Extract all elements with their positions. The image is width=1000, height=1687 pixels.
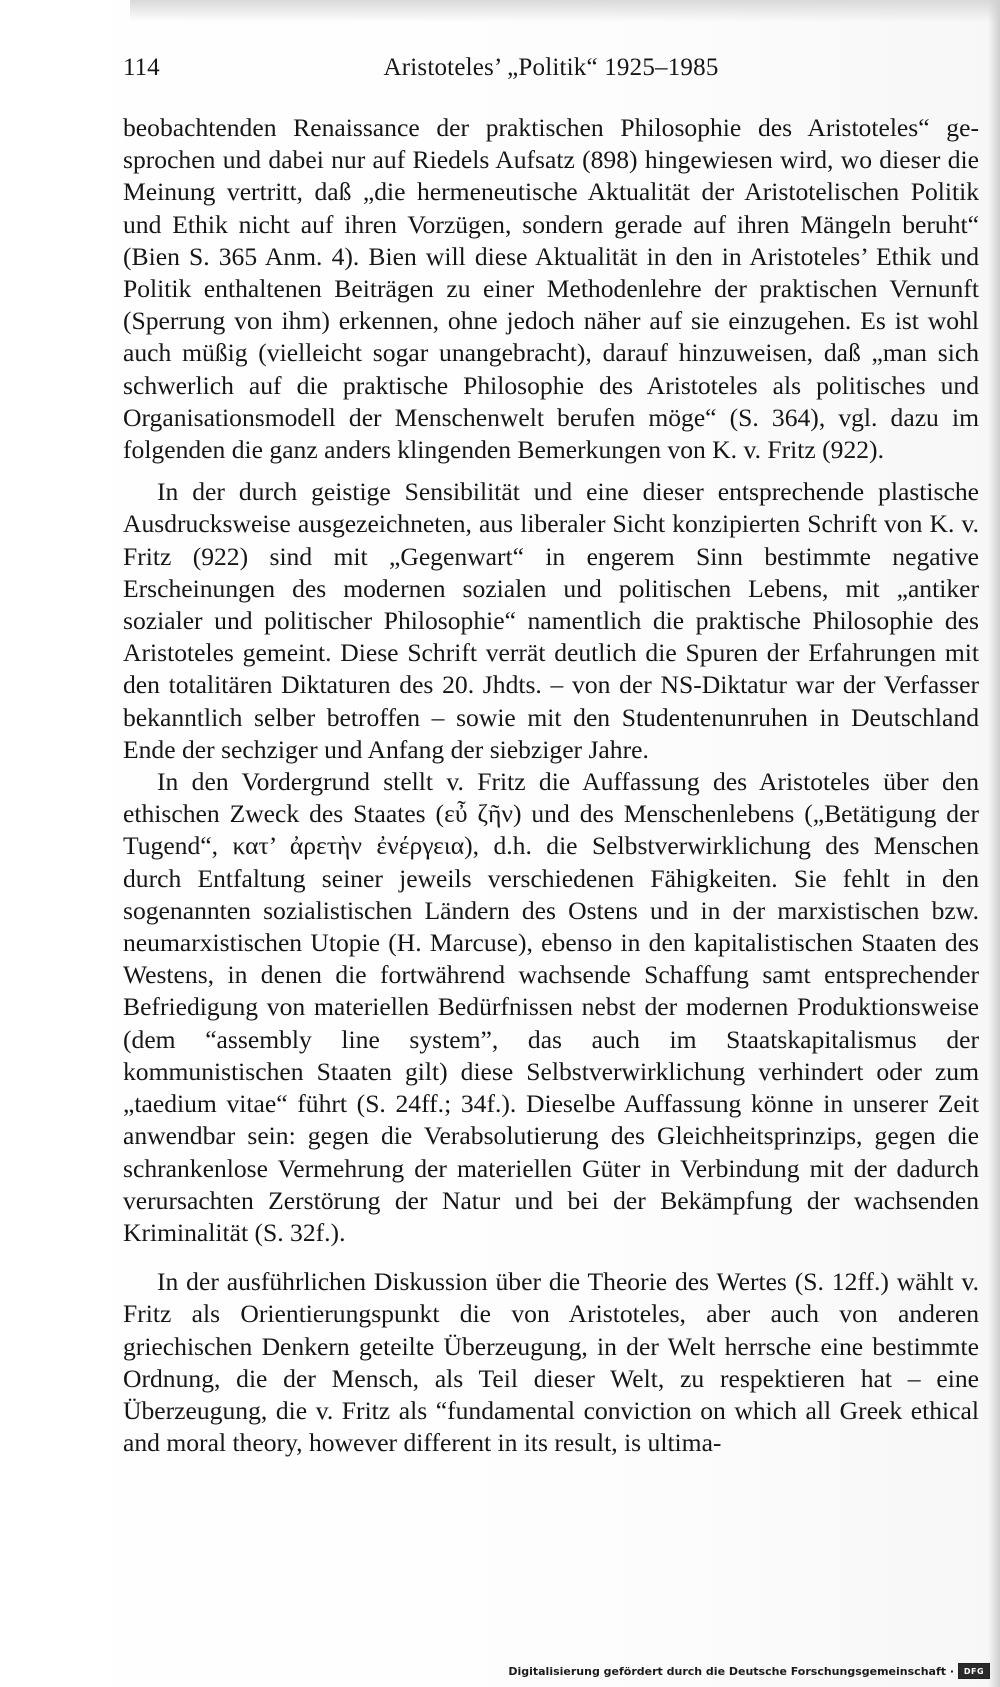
body-text	[123, 112, 979, 1459]
page-top-edge	[130, 0, 1000, 22]
page-binding-shadow	[988, 0, 1000, 1687]
page-header	[123, 54, 979, 94]
paragraph-4: In der ausführlichen Diskussion über die Theorie des Wertes (S. 12ff.) wählt v. Fritz als Orientierungspunkt die von Aristoteles, aber auch von anderen griechischen Denkern geteilte Überzeugung, in der Welt herrsche eine bestimmte Ordnung, die der Mensch, als Teil dieser Welt, zu respektieren hat – eine Überzeugung, die v. Fritz als “fundamental conviction on which all Greek ethical and moral theory, however different in its result, is ultima-	[123, 1267, 979, 1458]
credit-text: Digitalisierung gefördert durch die Deutsche Forschungsgemeinschaft ·	[508, 1664, 954, 1678]
page-number: 114	[123, 54, 160, 81]
digitization-credit	[508, 1661, 990, 1681]
paragraph-1: beobachtenden Renaissance der praktischen Philosophie des Aristoteles“ gesprochen und dabei nur auf Riedels Aufsatz (898) hingewiesen wird, wo dieser die Meinung vertritt, daß „die hermeneutische Aktualität der Aristotelischen Politik und Ethik nicht auf ihren Vorzügen, sondern gerade auf ihren Mängeln beruht“ (Bien S. 365 Anm. 4). Bien will diese Aktualität in den in Aristoteles’ Ethik und Politik enthaltenen Beiträgen zu einer Methodenlehre der praktischen Vernunft (Sperrung von ihm) erkennen, ohne jedoch näher auf sie einzugehen. Es ist wohl auch müßig (vielleicht sogar unangebracht), darauf hinzuweisen, daß „man sich schwerlich auf die praktische Philosophie des Aristoteles als politisches und Organisationsmodell der Menschenwelt berufen möge“ (S. 364), vgl. dazu im folgenden die ganz anders klingenden Bemerkungen von K. v. Fritz (922).	[123, 113, 979, 465]
running-title: Aristoteles’ „Politik“ 1925–1985	[383, 54, 719, 81]
dfg-logo-icon: DFG	[958, 1663, 990, 1679]
paragraph-2: In der durch geistige Sensibilität und eine dieser entsprechende plastische Ausdrucksweise ausgezeichneten, aus liberaler Sicht konzipierten Schrift von K. v. Fritz (922) sind mit „Gegenwart“ in engerem Sinn bestimmte negative Erscheinungen des modernen sozialen und politischen Lebens, mit „antiker sozialer und politischer Philosophie“ namentlich die praktische Philosophie des Aristoteles gemeint. Diese Schrift verrät deutlich die Spuren der Erfahrungen mit den totalitären Diktaturen des 20. Jhdts. – von der NS-Diktatur war der Verfasser bekanntlich selber betroffen – sowie mit den Studentenunruhen in Deutschland Ende der sechziger und Anfang der siebziger Jahre.	[123, 477, 979, 764]
paragraph-3: In den Vordergrund stellt v. Fritz die Auffassung des Aristoteles über den ethischen Zweck des Staates (εὖ ζῆν) und des Menschenlebens („Betätigung der Tugend“, κατ’ ἀρετὴν ἐνέργεια), d.h. die Selbstverwirklichung des Menschen durch Entfaltung seiner jeweils verschiedenen Fähigkeiten. Sie fehlt in den sogenannten sozialistischen Ländern des Ostens und in der marxistischen bzw. neumarxistischen Utopie (H. Marcuse), ebenso in den kapitalistischen Staaten des Westens, in denen die fortwährend wachsende Schaffung samt entsprechender Befriedigung von materiellen Bedürfnissen nebst der modernen Produktionsweise (dem “assembly line system”, das auch im Staatskapitalismus der kommunistischen Staaten gilt) diese Selbstverwirklichung verhindert oder zum „taedium vitae“ führt (S. 24ff.; 34f.). Dieselbe Auffassung könne in unserer Zeit anwendbar sein: gegen die Verabsolutierung des Gleichheitsprinzips, gegen die schrankenlose Vermehrung der materiellen Güter in Verbindung mit der dadurch verursachten Zerstörung der Natur und bei der Bekämpfung der wachsenden Kriminalität (S. 32f.).	[123, 767, 979, 1247]
